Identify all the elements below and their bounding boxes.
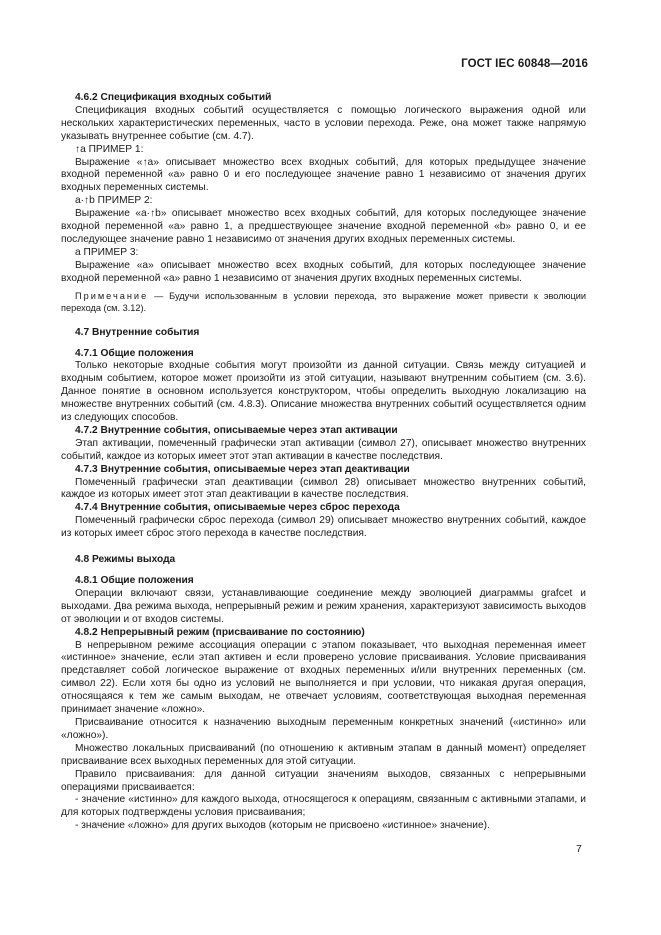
paragraph: В непрерывном режиме ассоциация операции с этапом показывает, что выходная переменная имеет «истинное» значение, если этап активен и если проверено условие присваивания. Условие присваивания представляет собой логическое выражение от входных переменных и/или внутренних переменных (см. символ 22). Если хотя бы одно из условий не выполняется и при условии, что никакая другая операция, относящаяся к тем же самым выходам, не отвечает условиям, соответствующая выходная переменная принимает значение «ложно». <box>61 639 586 716</box>
heading-4-7-3: 4.7.3 Внутренние события, описываемые через этап деактивации <box>75 463 410 475</box>
paragraph: Помеченный графически этап деактивации (символ 28) описывает множество внутренних событий, каждое из которых имеет этот этап деактивации в качестве последствия. <box>61 476 586 501</box>
paragraph: Присваивание относится к назначению выходным переменным конкретных значений («истинно» или «ложно»). <box>61 716 586 741</box>
paragraph: Только некоторые входные события могут произойти из данной ситуации. Связь между ситуацией и входным событием, которое может произойти из этой ситуации, называют внутренним событием (см. 3.6). Данное понятие в основном используется конструктором, чтобы определить выходную локализацию на множестве внутренних событий (см. 4.8.3). Описание множества внутренних событий осуществляется одним из следующих способов. <box>61 360 586 424</box>
paragraph: Операции включают связи, устанавливающие соединение между эволюцией диаграммы grafcet и выходами. Два режима выхода, непрерывный режим и режим хранения, характеризуют зависимость выходов от эволюции и от входов системы. <box>61 587 586 625</box>
example-3-text: Выражение «а» описывает множество всех входных событий, для которых последующее значение входной переменной «а» равно 1 независимо от значения других входных переменных системы. <box>61 259 586 284</box>
paragraph: Этап активации, помеченный графически этап активации (символ 27), описывает множество внутренних событий, каждое из которых имеет этот этап активации в качестве последствия. <box>61 437 586 462</box>
note-text: — Будучи использованным в условии перехода, это выражение может привести к эволюции перехода (см. 3.12). <box>61 290 586 313</box>
paragraph: Помеченный графически сброс перехода (символ 29) описывает множество внутренних событий, каждое из которых имеет сброс этого перехода в качестве последствия. <box>61 515 586 540</box>
paragraph: Спецификация входных событий осуществляется с помощью логического выражения одной или нескольких характеристических переменных, часто в условии перехода. Реже, она может также напрямую указывать внутреннее событие (см. 4.7). <box>61 104 586 142</box>
heading-4-8-2: 4.8.2 Непрерывный режим (присваивание по состоянию) <box>75 626 365 638</box>
paragraph: Правило присваивания: для данной ситуации значениям выходов, связанных с непрерывными операциями присваивается: <box>61 768 586 793</box>
paragraph: Множество локальных присваиваний (по отношению к активным этапам в данный момент) определяет присваивание всех выходных переменных для этой ситуации. <box>61 742 586 767</box>
note <box>61 290 586 314</box>
list-item: - значение «ложно» для других выходов (которым не присвоено «истинное» значение). <box>75 820 490 832</box>
heading-4-8-1: 4.8.1 Общие положения <box>75 575 194 586</box>
example-1-label: ↑а ПРИМЕР 1: <box>75 143 144 155</box>
example-2-text: Выражение «а·↑b» описывает множество всех входных событий, для которых последующее значение входной переменной «а» равно 1, а предшествующее значение входной переменной «b» равно 0, и ее последующее значение равно 1 независимо от значения других входных переменных системы. <box>61 208 586 245</box>
note-label: Примечание <box>75 290 149 301</box>
page-number: 7 <box>576 843 582 855</box>
list-item: - значение «истинно» для каждого выхода, относящегося к операциям, связанным с активными этапами, и для которых подтверждены условия присваивания; <box>61 794 586 819</box>
heading-4-7: 4.7 Внутренние события <box>75 326 200 338</box>
document-header: ГОСТ IEC 60848—2016 <box>461 58 588 70</box>
example-3-label: а ПРИМЕР 3: <box>75 246 139 258</box>
heading-4-7-1: 4.7.1 Общие положения <box>75 347 194 359</box>
heading-4-7-2: 4.7.2 Внутренние события, описываемые через этап активации <box>75 424 398 436</box>
example-1-text: Выражение «↑а» описывает множество всех входных событий, для которых предыдущее значение входной переменной «а» равно 0 и его последующее значение равно 1 независимо от значения других входных переменных системы. <box>61 156 586 194</box>
example-2-label: а·↑b ПРИМЕР 2: <box>75 195 153 207</box>
heading-4-7-4: 4.7.4 Внутренние события, описываемые через сброс перехода <box>75 502 400 514</box>
page-content <box>61 92 586 833</box>
heading-4-8: 4.8 Режимы выхода <box>75 554 176 566</box>
heading-4-6-2: 4.6.2 Спецификация входных событий <box>75 92 272 103</box>
